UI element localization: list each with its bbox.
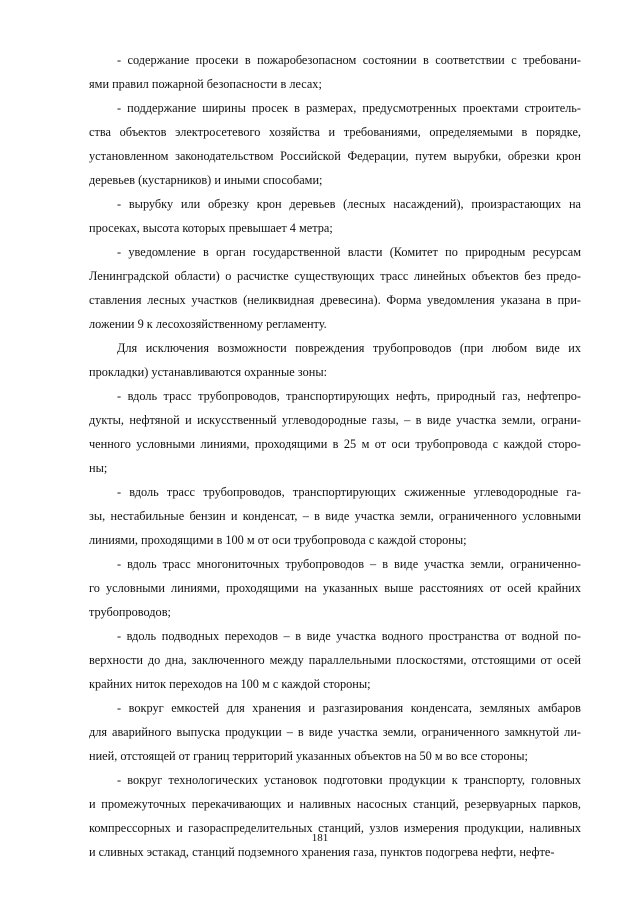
text-line: дукты, нефтяной и искусственный углеводородные газы, – в виде участка земли, ограни- [89,413,581,427]
text-line: крайних ниток переходов на 100 м с каждой стороны; [89,677,371,691]
text-line: зы, нестабильные бензин и конденсат, – в виде участка земли, ограниченного условными [89,509,581,523]
text-line: верхности до дна, заключенного между параллельными плоскостями, отстоящими от осей [89,653,581,667]
text-line: - вокруг технологических установок подготовки продукции к транспорту, головных [117,773,581,787]
text-line: ставления лесных участков (неликвидная древесина). Форма уведомления указана в при- [89,293,581,307]
text-line: ченного условными линиями, проходящими в 25 м от оси трубопровода с каждой сторо- [89,437,581,451]
paragraph [89,192,581,240]
text-line: и промежуточных перекачивающих и наливных насосных станций, резервуарных парков, [89,797,581,811]
text-line: Для исключения возможности повреждения трубопроводов (при любом виде их [117,341,581,355]
paragraph [89,624,581,696]
body-text [89,48,581,864]
text-line: - уведомление в орган государственной власти (Комитет по природным ресурсам [117,245,581,259]
text-line: ложении 9 к лесохозяйственному регламенту. [89,317,327,331]
text-line: - вдоль трасс трубопроводов, транспортирующих сжиженные углеводородные га- [117,485,581,499]
text-line: - вдоль подводных переходов – в виде участка водного пространства от водной по- [117,629,581,643]
text-line: нией, отстоящей от границ территорий указанных объектов на 50 м во все стороны; [89,749,528,763]
text-line: установленном законодательством Российской Федерации, путем вырубки, обрезки крон [89,149,581,163]
text-line: - вдоль трасс трубопроводов, транспортирующих нефть, природный газ, нефтепро- [117,389,581,403]
text-line: прокладки) устанавливаются охранные зоны: [89,365,327,379]
text-line: ства объектов электросетевого хозяйства и требованиями, определяемыми в порядке, [89,125,581,139]
text-line: трубопроводов; [89,605,171,619]
text-line: - вокруг емкостей для хранения и разгазирования конденсата, земляных амбаров [117,701,581,715]
text-line: го условными линиями, проходящими на указанных выше расстояниях от осей крайних [89,581,581,595]
text-line: просеках, высота которых превышает 4 метра; [89,221,333,235]
text-line: ны; [89,461,108,475]
text-line: компрессорных и газораспределительных станций, узлов измерения продукции, наливных [89,821,581,835]
text-line: деревьев (кустарников) и иными способами; [89,173,323,187]
paragraph [89,696,581,768]
page-number: 181 [311,832,329,844]
paragraph [89,48,581,96]
text-line: для аварийного выпуска продукции – в виде участка земли, ограниченного замкнутой ли- [89,725,581,739]
text-line: - вырубку или обрезку крон деревьев (лесных насаждений), произрастающих на [117,197,581,211]
text-line: - вдоль трасс многониточных трубопроводов – в виде участка земли, ограниченно- [117,557,581,571]
text-line: Ленинградской области) о расчистке существующих трасс линейных объектов без предо- [89,269,581,283]
paragraph [89,480,581,552]
text-line: - поддержание ширины просек в размерах, предусмотренных проектами строитель- [117,101,581,115]
text-line: линиями, проходящими в 100 м от оси трубопровода с каждой стороны; [89,533,467,547]
text-line: ями правил пожарной безопасности в лесах; [89,77,322,91]
paragraph [89,240,581,336]
paragraph [89,384,581,480]
paragraph [89,552,581,624]
text-line: - содержание просеки в пожаробезопасном состоянии в соответствии с требовани- [117,53,581,67]
text-line: и сливных эстакад, станций подземного хранения газа, пунктов подогрева нефти, нефте- [89,845,555,859]
paragraph [89,96,581,192]
paragraph [89,336,581,384]
paragraph [89,768,581,864]
